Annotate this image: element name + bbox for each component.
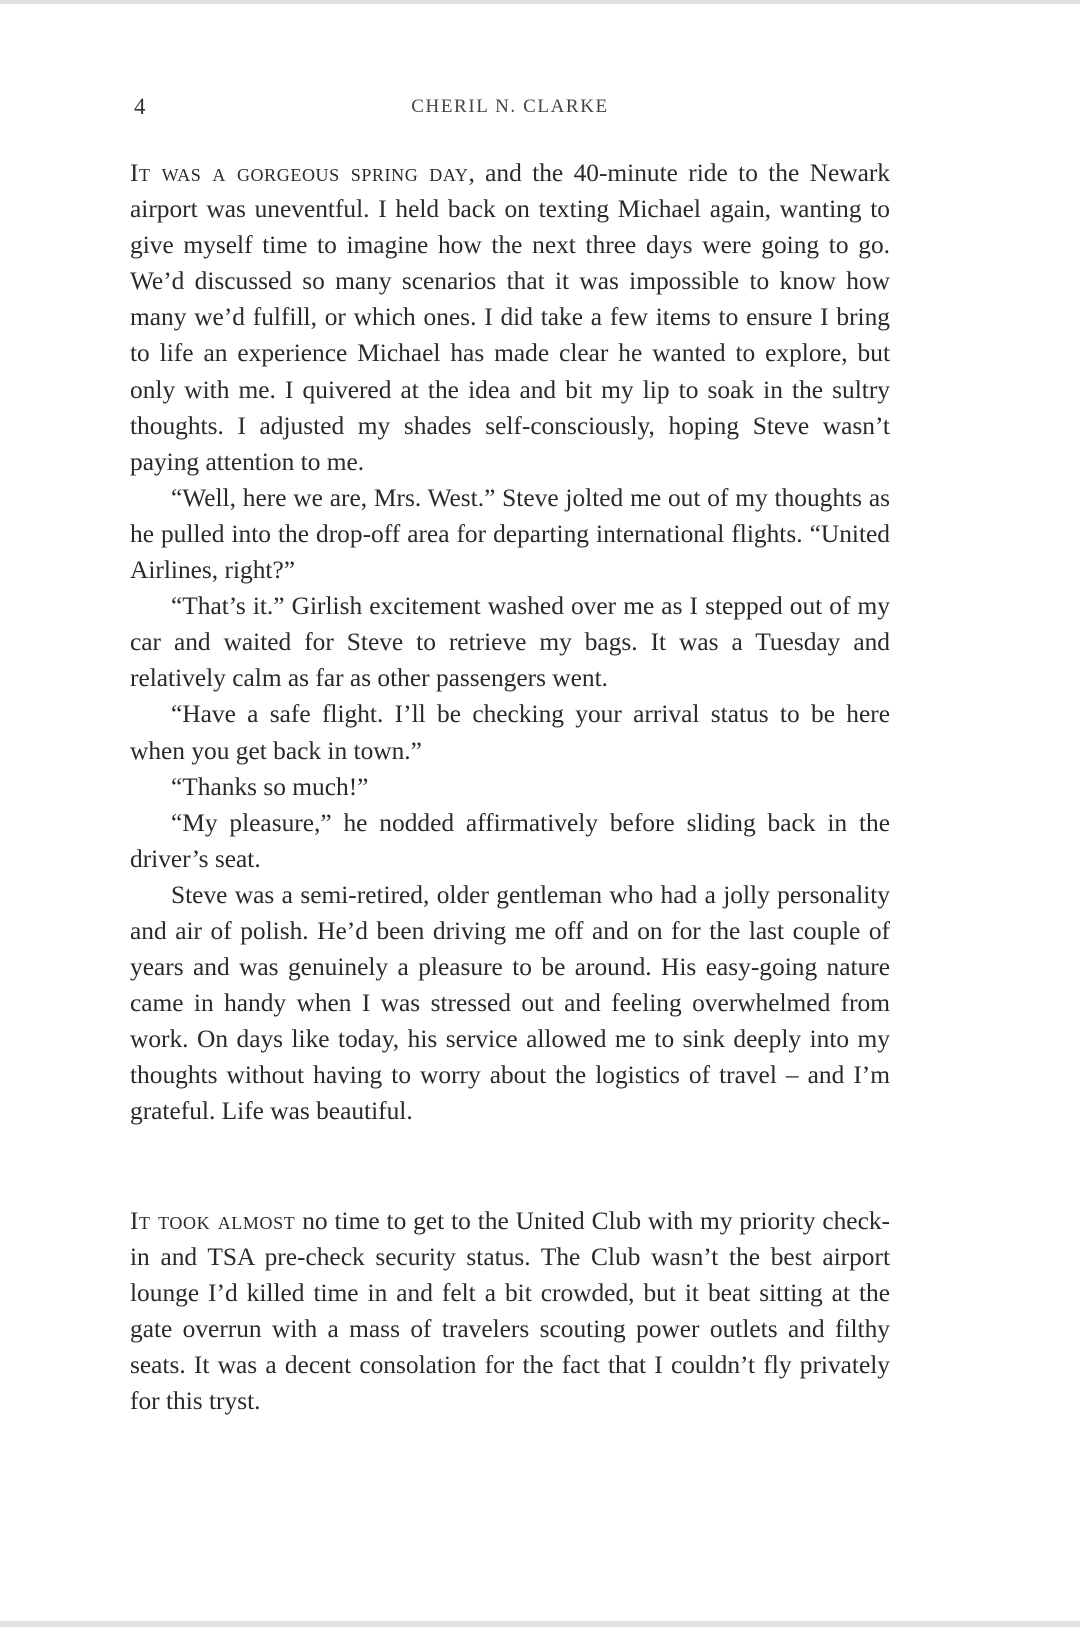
paragraph: “My pleasure,” he nodded affirmatively before sliding back in the driver’s seat. [130, 808, 890, 873]
small-caps-lead-in: It was a gorgeous spring day [130, 159, 469, 187]
paragraph: “Well, here we are, Mrs. West.” Steve jolted me out of my thoughts as he pulled into the drop-off area for departing international flights. “United Airlines, right?” [130, 483, 890, 585]
page-number: 4 [134, 94, 146, 119]
paragraph-text: , and the 40-minute ride to the Newark airport was uneventful. I held back on texting Michael again, wanting to give myself time to imagine how the next three days were going to go. We’d discussed so many scenarios that it was impossible to know how many we’d fulfill, or which ones. I did take a few items to ensure I bring to life an experience Michael has made clear he wanted to explore, but only with me. I quivered at the idea and bit my lip to soak in the sultry thoughts. I adjusted my shades self-consciously, hoping Steve wasn’t paying attention to me. [130, 159, 890, 476]
paragraph: “Have a safe flight. I’ll be checking your arrival status to be here when you get back in town.” [130, 700, 890, 765]
page-bottom-edge [0, 1621, 1080, 1627]
running-head: CHERIL N. CLARKE [411, 96, 609, 117]
paragraph: “That’s it.” Girlish excitement washed over me as I stepped out of my car and waited for Steve to retrieve my bags. It was a Tuesday and relatively calm as far as other passengers went. [130, 592, 890, 693]
page-top-edge [0, 0, 1080, 4]
paragraph: “Thanks so much!” [171, 772, 369, 801]
section-1 [130, 155, 890, 1130]
paragraph: Steve was a semi-retired, older gentleman who had a jolly personality and air of polish. He’d been driving me off and on for the last couple of years and was genuinely a pleasure to be around. His easy-going nature came in handy when I was stressed out and feeling overwhelmed from work. On days like today, his service allowed me to sink deeply into my thoughts without having to worry about the logistics of travel – and I’m grateful. Life was beautiful. [130, 880, 890, 1126]
paragraph [130, 155, 890, 480]
paragraph [130, 1203, 890, 1420]
page-header [130, 94, 890, 124]
small-caps-lead-in: It took almost [130, 1207, 296, 1235]
section-2 [130, 1203, 890, 1420]
paragraph-text: no time to get to the United Club with my priority check-in and TSA pre-check security status. The Club wasn’t the best airport lounge I’d killed time in and felt a bit crowded, but it beat sitting at the gate overrun with a mass of travelers scouting power outlets and filthy seats. It was a decent consolation for the fact that I couldn’t fly privately for this tryst. [130, 1207, 890, 1416]
